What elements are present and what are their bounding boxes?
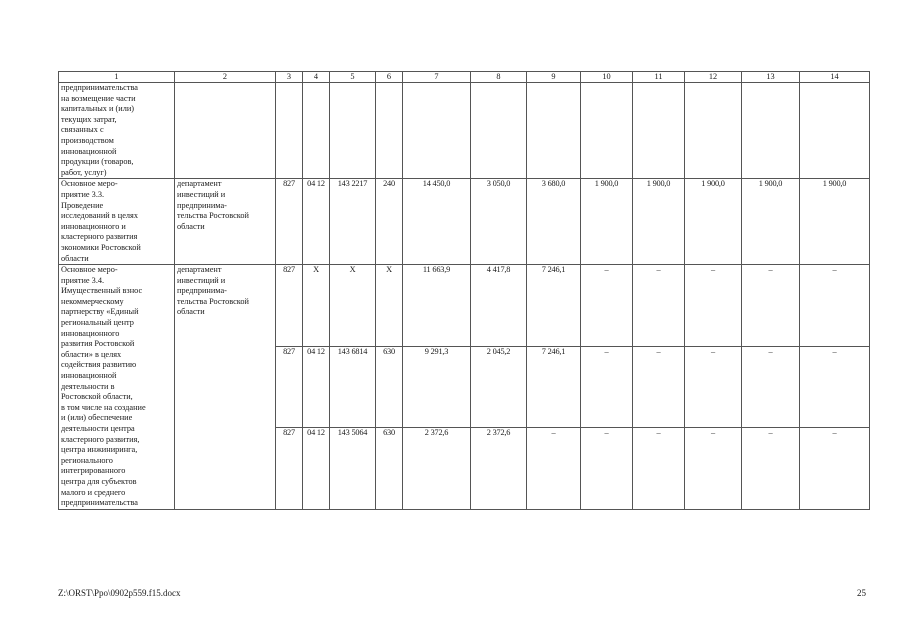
value-cell: 1 900,0 [685, 179, 742, 265]
empty-cell [471, 83, 527, 179]
column-header: 7 [403, 72, 471, 83]
column-header: 2 [175, 72, 276, 83]
value-cell: 7 246,1 [527, 346, 581, 428]
value-cell: 2 045,2 [471, 346, 527, 428]
empty-cell [376, 83, 403, 179]
column-header: 3 [276, 72, 303, 83]
table-row [59, 83, 870, 179]
value-cell: 143 2217 [330, 179, 376, 265]
value-cell: 240 [376, 179, 403, 265]
header-row [59, 72, 870, 83]
value-cell: – [742, 346, 800, 428]
empty-cell [330, 83, 376, 179]
value-cell: – [800, 346, 870, 428]
empty-cell [175, 83, 276, 179]
value-cell: 2 372,6 [471, 428, 527, 510]
executor-cell: департамент инвестиций и предпринима- тельства Ростовской области [175, 179, 276, 265]
table-row [59, 179, 870, 265]
column-header: 8 [471, 72, 527, 83]
executor-cell: департамент инвестиций и предпринима- тельства Ростовской области [175, 265, 276, 510]
empty-cell [303, 83, 330, 179]
column-header: 14 [800, 72, 870, 83]
column-header: 5 [330, 72, 376, 83]
value-cell: – [633, 428, 685, 510]
column-header: 13 [742, 72, 800, 83]
value-cell: 2 372,6 [403, 428, 471, 510]
measure-name-cell: Основное меро- приятие 3.3. Проведение исследований в целях инновационного и кластерного развития экономики Ростовской области [59, 179, 175, 265]
column-header: 12 [685, 72, 742, 83]
table-row [59, 265, 870, 347]
value-cell: Х [376, 265, 403, 347]
value-cell: 3 680,0 [527, 179, 581, 265]
column-header: 9 [527, 72, 581, 83]
value-cell: – [581, 265, 633, 347]
value-cell: 827 [276, 346, 303, 428]
value-cell: – [742, 265, 800, 347]
empty-cell [527, 83, 581, 179]
column-header: 6 [376, 72, 403, 83]
value-cell: – [581, 346, 633, 428]
empty-cell [581, 83, 633, 179]
value-cell: Х [330, 265, 376, 347]
column-header: 10 [581, 72, 633, 83]
column-header: 11 [633, 72, 685, 83]
value-cell: 1 900,0 [633, 179, 685, 265]
value-cell: 04 12 [303, 428, 330, 510]
value-cell: – [685, 346, 742, 428]
value-cell: 143 5064 [330, 428, 376, 510]
column-header: 4 [303, 72, 330, 83]
value-cell: 1 900,0 [742, 179, 800, 265]
measure-name-cell: предпринимательства на возмещение части капитальных и (или) текущих затрат, связанных с производством инновационной продукции (товаров, работ, услуг) [59, 83, 175, 179]
value-cell: – [633, 346, 685, 428]
empty-cell [742, 83, 800, 179]
empty-cell [800, 83, 870, 179]
value-cell: – [800, 265, 870, 347]
empty-cell [403, 83, 471, 179]
footer-file-path: Z:\ORST\Ppo\0902p559.f15.docx [58, 588, 181, 598]
value-cell: – [527, 428, 581, 510]
value-cell: – [685, 265, 742, 347]
value-cell: 7 246,1 [527, 265, 581, 347]
value-cell: – [800, 428, 870, 510]
column-header: 1 [59, 72, 175, 83]
value-cell: – [742, 428, 800, 510]
measure-name-cell: Основное меро- приятие 3.4. Имущественный взнос некоммерческому партнерству «Единый региональный центр инновационного развития Ростовской области» в целях содействия развитию инновационной деятельности в Ростовской области, в том числе на создание и (или) обеспечение деятельности центра кластерного развития, центра инжиниринга, регионального интегрированного центра для субъектов малого и среднего предпринимательства [59, 265, 175, 510]
value-cell: 1 900,0 [581, 179, 633, 265]
value-cell: 04 12 [303, 346, 330, 428]
value-cell: 11 663,9 [403, 265, 471, 347]
value-cell: – [581, 428, 633, 510]
value-cell: 04 12 [303, 179, 330, 265]
value-cell: 827 [276, 179, 303, 265]
empty-cell [276, 83, 303, 179]
value-cell: 630 [376, 346, 403, 428]
value-cell: 827 [276, 265, 303, 347]
value-cell: 3 050,0 [471, 179, 527, 265]
value-cell: – [685, 428, 742, 510]
value-cell: – [633, 265, 685, 347]
empty-cell [633, 83, 685, 179]
value-cell: 9 291,3 [403, 346, 471, 428]
empty-cell [685, 83, 742, 179]
value-cell: Х [303, 265, 330, 347]
value-cell: 827 [276, 428, 303, 510]
program-table [58, 71, 870, 510]
page-number: 25 [857, 588, 866, 598]
value-cell: 14 450,0 [403, 179, 471, 265]
value-cell: 4 417,8 [471, 265, 527, 347]
value-cell: 143 6814 [330, 346, 376, 428]
value-cell: 630 [376, 428, 403, 510]
value-cell: 1 900,0 [800, 179, 870, 265]
